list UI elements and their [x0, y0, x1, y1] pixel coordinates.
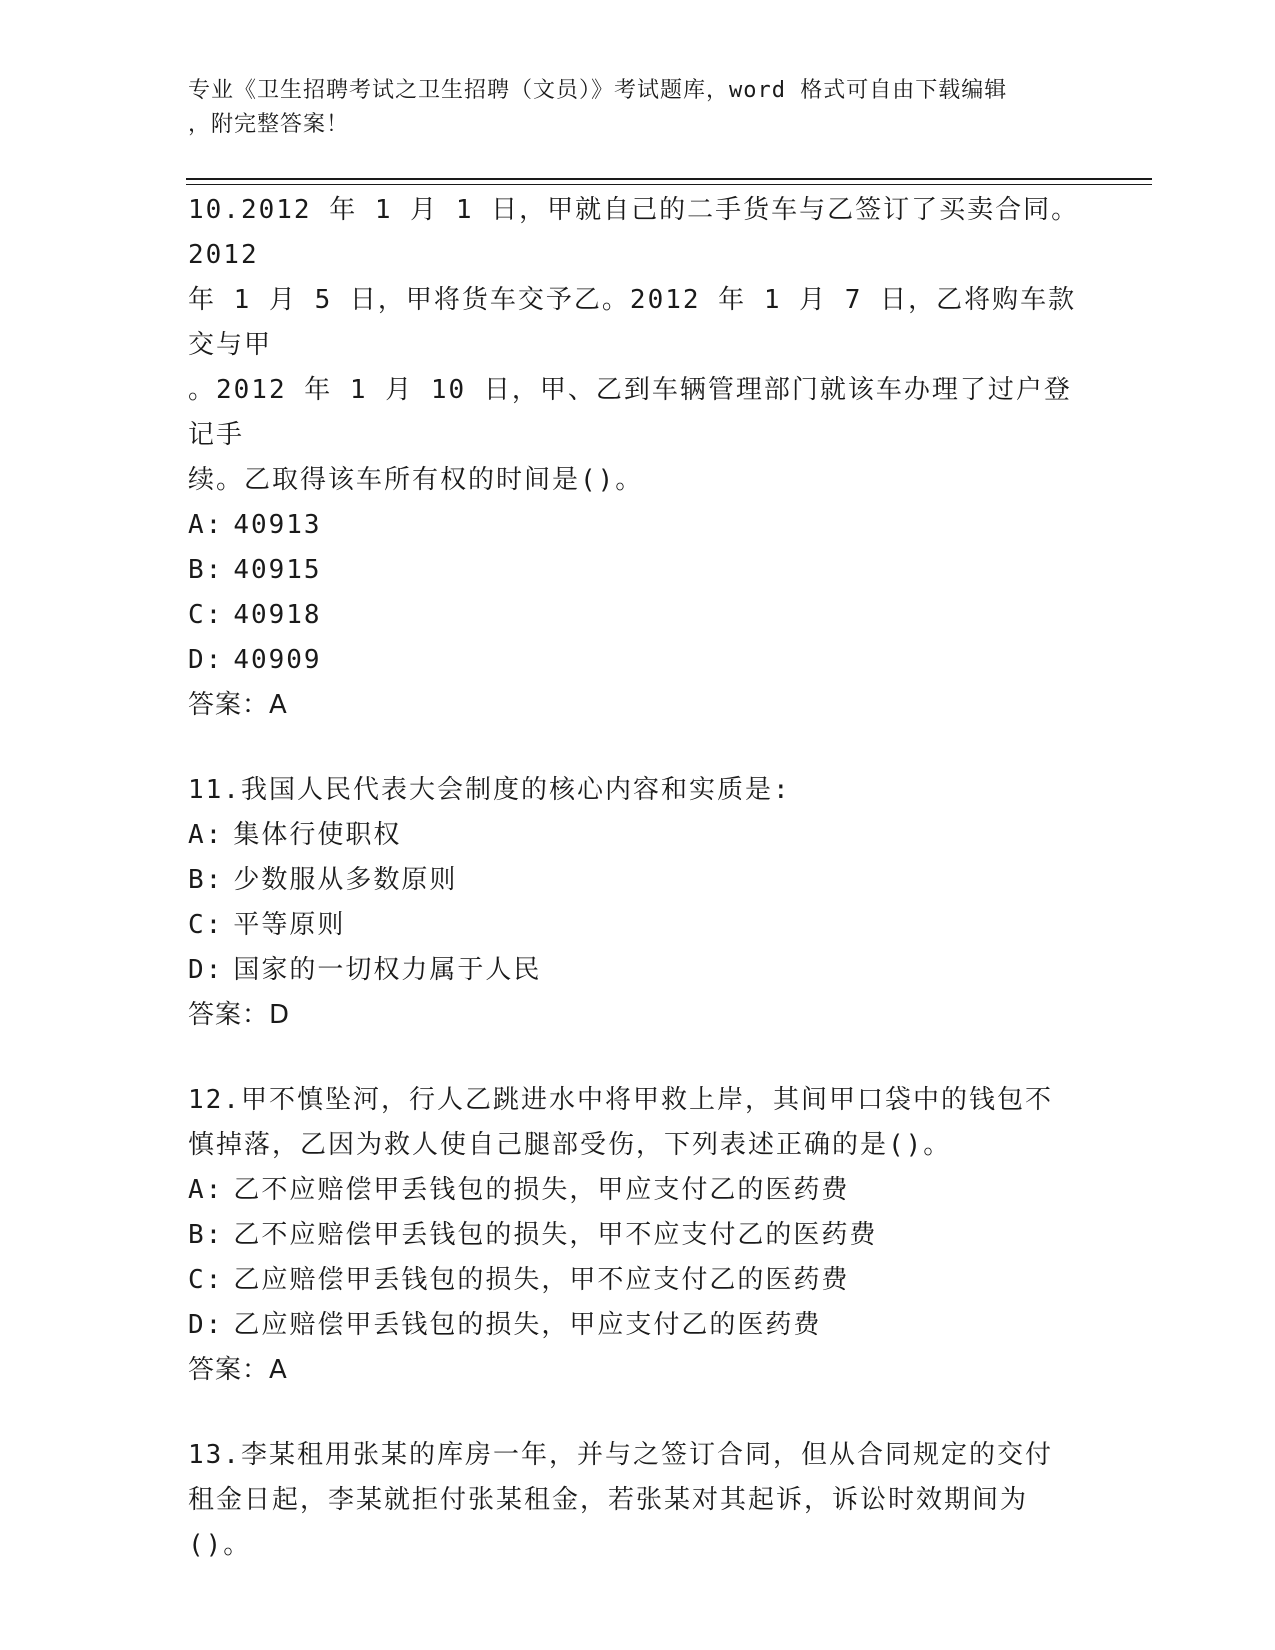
answer-value: A [269, 690, 288, 720]
header-divider-thick [186, 178, 1152, 180]
stem-line: 租金日起，李某就拒付张某租金，若张某对其起诉，诉讼时效期间为 [188, 1485, 1029, 1515]
answer-line [188, 993, 1088, 1038]
stem-line: 12.甲不慎坠河，行人乙跳进水中将甲救上岸，其间甲口袋中的钱包不 [188, 1085, 1053, 1115]
question-stem [188, 1433, 1088, 1568]
stem-line: ()。 [188, 1530, 252, 1560]
option-text: 40915 [233, 555, 322, 585]
option-text: 少数服从多数原则 [233, 865, 458, 895]
option-text: 平等原则 [233, 910, 346, 940]
option-text: 乙应赔偿甲丢钱包的损失，甲应支付乙的医药费 [233, 1310, 822, 1340]
option-letter: A: [188, 510, 224, 540]
option-text: 40909 [233, 645, 322, 675]
stem-line: 慎掉落，乙因为救人使自己腿部受伤，下列表述正确的是()。 [188, 1130, 952, 1160]
stem-line: 。2012 年 1 月 10 日，甲、乙到车辆管理部门就该车办理了过户登记手 [188, 375, 1072, 450]
question-10 [188, 188, 1088, 728]
question-stem [188, 768, 1088, 813]
header-line-2: ，附完整答案！ [188, 112, 350, 137]
answer-value: D [269, 1000, 291, 1030]
option-text: 乙不应赔偿甲丢钱包的损失，甲不应支付乙的医药费 [233, 1220, 878, 1250]
question-11 [188, 768, 1088, 1038]
option-letter: D: [188, 955, 224, 985]
question-stem [188, 1078, 1088, 1168]
stem-line: 10.2012 年 1 月 1 日，甲就自己的二手货车与乙签订了买卖合同。2012 [188, 195, 1080, 270]
option-a [188, 503, 1088, 548]
question-13 [188, 1433, 1088, 1568]
option-text: 乙不应赔偿甲丢钱包的损失，甲应支付乙的医药费 [233, 1175, 850, 1205]
option-a [188, 1168, 1088, 1213]
stem-line: 年 1 月 5 日，甲将货车交予乙。2012 年 1 月 7 日，乙将购车款交与甲 [188, 285, 1077, 360]
option-letter: D: [188, 645, 224, 675]
answer-label: 答案： [188, 1000, 270, 1030]
option-letter: B: [188, 865, 224, 895]
page-header [188, 74, 1068, 142]
option-letter: A: [188, 820, 224, 850]
question-12 [188, 1078, 1088, 1393]
option-text: 40913 [233, 510, 322, 540]
option-b [188, 548, 1088, 593]
option-letter: B: [188, 1220, 224, 1250]
option-d [188, 948, 1088, 993]
option-text: 40918 [233, 600, 322, 630]
option-letter: C: [188, 1265, 224, 1295]
stem-line: 13.李某租用张某的库房一年，并与之签订合同，但从合同规定的交付 [188, 1440, 1053, 1470]
option-c [188, 903, 1088, 948]
option-text: 国家的一切权力属于人民 [233, 955, 542, 985]
stem-line: 续。乙取得该车所有权的时间是()。 [188, 465, 644, 495]
option-text: 集体行使职权 [233, 820, 402, 850]
option-c [188, 1258, 1088, 1303]
option-letter: A: [188, 1175, 224, 1205]
option-d [188, 1303, 1088, 1348]
option-letter: B: [188, 555, 224, 585]
question-stem [188, 188, 1088, 503]
option-a [188, 813, 1088, 858]
option-d [188, 638, 1088, 683]
header-line-1: 专业《卫生招聘考试之卫生招聘（文员）》考试题库，word 格式可自由下载编辑 [188, 78, 1008, 103]
option-b [188, 1213, 1088, 1258]
question-list [188, 188, 1088, 1608]
option-letter: D: [188, 1310, 224, 1340]
stem-line: 11.我国人民代表大会制度的核心内容和实质是: [188, 775, 791, 805]
option-c [188, 593, 1088, 638]
option-letter: C: [188, 910, 224, 940]
option-text: 乙应赔偿甲丢钱包的损失，甲不应支付乙的医药费 [233, 1265, 850, 1295]
header-divider-thin [186, 184, 1152, 185]
answer-label: 答案： [188, 1355, 270, 1385]
answer-line [188, 683, 1088, 728]
option-letter: C: [188, 600, 224, 630]
answer-value: A [269, 1355, 288, 1385]
answer-label: 答案： [188, 690, 270, 720]
answer-line [188, 1348, 1088, 1393]
option-b [188, 858, 1088, 903]
